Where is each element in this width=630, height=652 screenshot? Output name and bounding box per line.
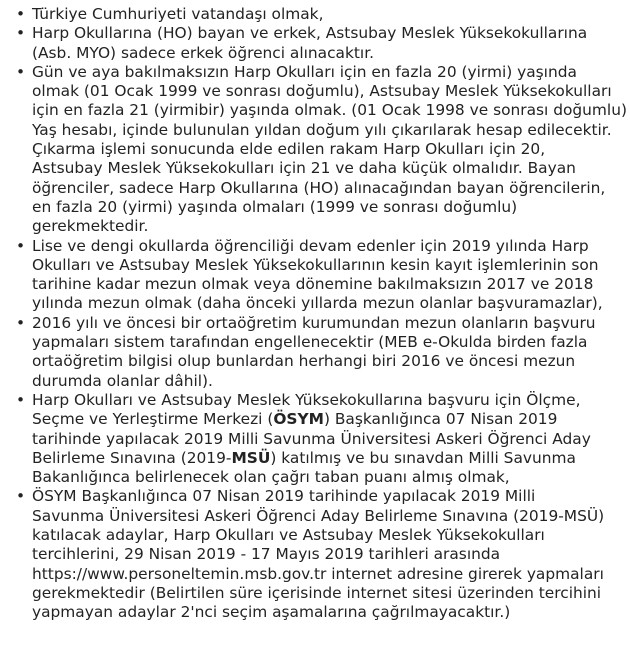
- bullet-icon: •: [16, 24, 26, 43]
- text-line: yapmayan adaylar 2'nci seçim aşamalarına çağrılmayacaktır.): [32, 603, 511, 622]
- bullet-icon: •: [16, 5, 26, 23]
- bullet-icon: •: [16, 236, 26, 255]
- text-line: Çıkarma işlemi sonucunda elde edilen rakam Harp Okulları için 20,: [32, 140, 546, 159]
- text-line: Okulları ve Astsubay Meslek Yüksekokullarının kesin kayıt işlemlerinin son: [32, 255, 599, 274]
- text-line: katılacak adaylar, Harp Okulları ve Astsubay Meslek Yüksekokulları: [32, 526, 545, 545]
- text-line-with-bold: [32, 449, 618, 468]
- text-line: Yaş hesabı, içinde bulunulan yıldan doğum yılı çıkarılarak hesap edilecektir.: [32, 120, 612, 139]
- text-line: Harp Okulları ve Astsubay Meslek Yüksekokullarına başvuru için Ölçme,: [32, 390, 581, 409]
- list-item-graduation: [14, 237, 618, 314]
- list-item-exam: [14, 391, 618, 487]
- text-line: https://www.personeltemin.msb.gov.tr internet adresine girerek yapmaları: [32, 564, 604, 583]
- text-line: yapmaları sistem tarafından engellenecektir (MEB e-Okulda birden fazla: [32, 333, 588, 352]
- text-line: Lise ve dengi okullarda öğrenciliği devam edenler için 2019 yılında Harp: [32, 236, 589, 255]
- msu-bold-text: MSÜ: [231, 448, 271, 467]
- text-segment: ) katılmış ve bu sınavdan Milli Savunma: [270, 448, 576, 467]
- requirements-list: [14, 5, 627, 623]
- text-line: gerekmektedir (Belirtilen süre içerisinde internet sitesi üzerinden tercihini: [32, 583, 602, 602]
- text-line: tercihlerini, 29 Nisan 2019 - 17 Mayıs 2019 tarihleri arasında: [32, 545, 501, 564]
- text-line: en fazla 20 (yirmi) yaşında olmaları (1999 ve sonrası doğumlu): [32, 197, 518, 216]
- text-line: olmak (01 Ocak 1999 ve sonrası doğumlu), Astsubay Meslek Yüksekokulları: [32, 82, 612, 101]
- text-line: Astsubay Meslek Yüksekokulları için 21 ve daha küçük olmalıdır. Bayan: [32, 159, 576, 178]
- list-item-gender: [14, 24, 618, 63]
- text-line: tarihinde yapılacak 2019 Milli Savunma Üniversitesi Askeri Öğrenci Aday: [32, 429, 591, 448]
- text-segment: Seçme ve Yerleştirme Merkezi (: [32, 410, 274, 429]
- text-segment: Belirleme Sınavına (2019-: [32, 448, 232, 467]
- text-segment: ) Başkanlığınca 07 Nisan 2019: [323, 410, 558, 429]
- list-item-citizenship: [14, 5, 618, 24]
- list-item-age: [14, 62, 627, 237]
- text-line: için en fazla 21 (yirmibir) yaşında olmak. (01 Ocak 1998 ve sonrası doğumlu): [32, 101, 627, 120]
- text-line: 2016 yılı ve öncesi bir ortaöğretim kurumundan mezun olanların başvuru: [32, 313, 596, 332]
- bullet-icon: •: [16, 313, 26, 332]
- text-line: ortaöğretim bilgisi olup bunlardan herhangi biri 2016 ve öncesi mezun: [32, 352, 576, 371]
- text-line: Harp Okullarına (HO) bayan ve erkek, Astsubay Meslek Yüksekokullarına: [32, 24, 588, 43]
- list-item-preferences: [14, 487, 618, 622]
- text-line: ÖSYM Başkanlığınca 07 Nisan 2019 tarihinde yapılacak 2019 Milli: [32, 487, 536, 506]
- text-line: Gün ve aya bakılmaksızın Harp Okulları için en fazla 20 (yirmi) yaşında: [32, 62, 577, 81]
- bullet-icon: •: [16, 390, 26, 409]
- text-line-with-bold: [32, 410, 618, 429]
- list-item-prior-graduates: [14, 314, 618, 391]
- text-line: Savunma Üniversitesi Askeri Öğrenci Aday Belirleme Sınavına (2019-MSÜ): [32, 506, 605, 525]
- text-line: yılında mezun olmak (daha önceki yıllarda mezun olanlar başvuramazlar),: [32, 294, 603, 313]
- text-line: (Asb. MYO) sadece erkek öğrenci alınacaktır.: [32, 43, 375, 62]
- text-line: gerekmektedir.: [32, 217, 149, 236]
- bullet-icon: •: [16, 487, 26, 506]
- text-line: Bakanlığınca belirlenecek olan çağrı taban puanı almış olmak,: [32, 468, 510, 487]
- text-line: durumda olanlar dâhil).: [32, 371, 213, 390]
- osym-bold-text: ÖSYM: [273, 410, 324, 429]
- text-line: öğrenciler, sadece Harp Okullarına (HO) alınacağından bayan öğrencilerin,: [32, 178, 606, 197]
- text-line: Türkiye Cumhuriyeti vatandaşı olmak,: [32, 5, 324, 23]
- bullet-icon: •: [16, 62, 26, 81]
- text-line: tarihine kadar mezun olmak veya dönemine bakılmaksızın 2017 ve 2018: [32, 275, 594, 294]
